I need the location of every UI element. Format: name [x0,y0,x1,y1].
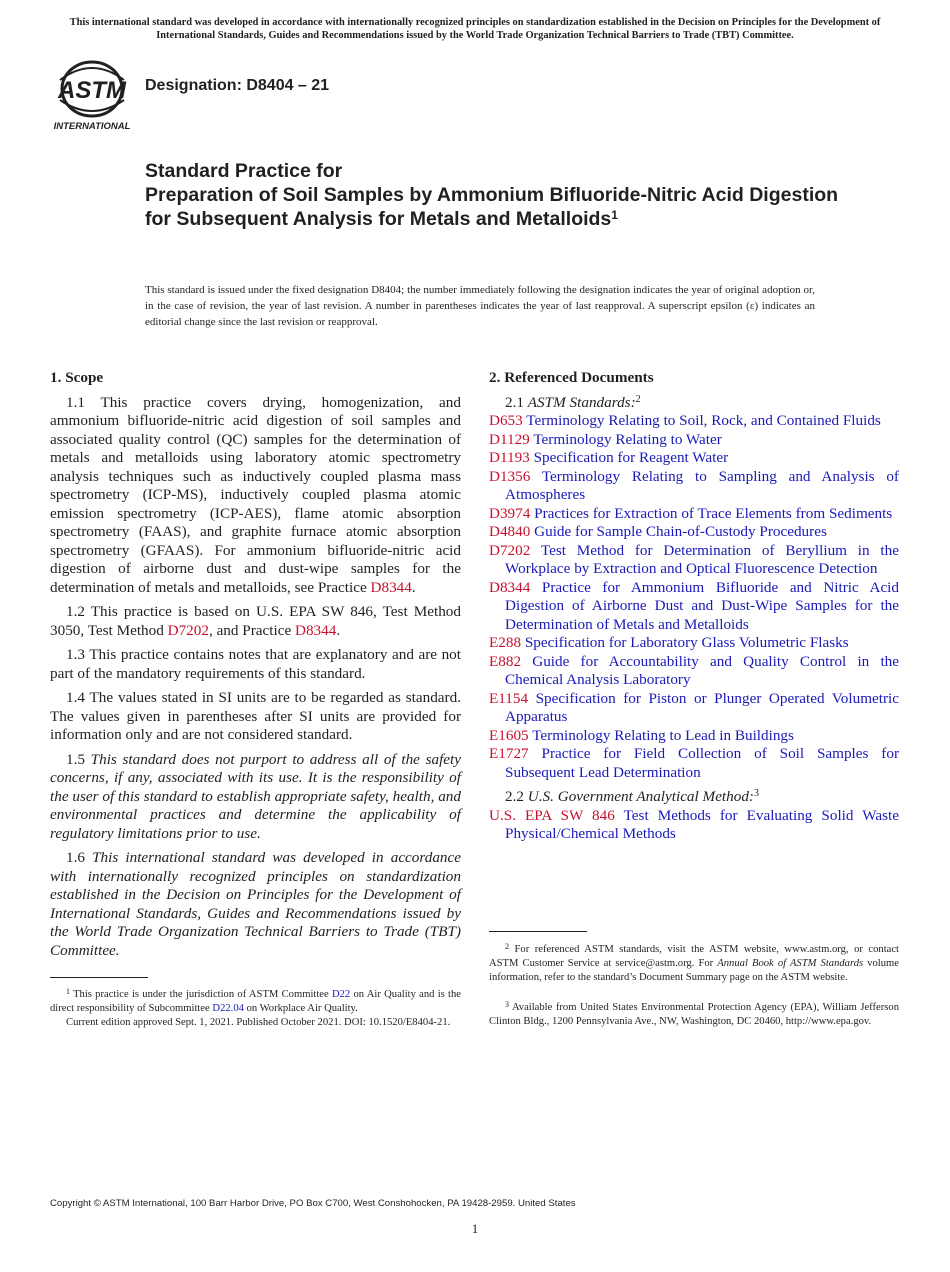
reference-item[interactable] [489,412,899,431]
left-column [50,369,461,966]
link-d8344-2[interactable]: D8344 [295,621,337,639]
reference-code[interactable]: E288 [489,634,522,651]
footnote-2-italic: Annual Book of ASTM Standards [717,958,864,969]
astm-standards-subheading [505,394,899,413]
footnote-1 [50,988,461,1030]
page-number: 1 [471,1221,479,1236]
reference-code[interactable]: U.S. EPA SW 846 [489,806,615,824]
referenced-docs-heading: 2. Referenced Documents [489,369,654,386]
title-main: Preparation of Soil Samples by Ammonium Bifluoride-Nitric Acid Digestion for Subsequent Analysis for Metals and Metalloids [145,184,839,230]
scope-para-1-2 [50,603,461,640]
sub2-num: 2.2 [505,788,524,805]
reference-title[interactable]: Practice for Ammonium Bifluoride and Nitric Acid Digestion of Airborne Dust and Dust-Wipe Samples for the Determination of Metals and Metalloids [505,578,899,633]
footnote-3-para [489,1001,899,1029]
scope-1-2-end: . [336,621,341,639]
reference-item[interactable] [489,523,899,542]
reference-title[interactable]: Test Methods for Evaluating Solid Waste Physical/Chemical Methods [505,806,899,842]
scope-1-2-b: , and Practice [208,621,295,639]
reference-code[interactable]: E1727 [489,745,529,762]
reference-title[interactable]: Specification for Laboratory Glass Volumetric Flasks [524,634,849,651]
reference-code[interactable]: E1605 [489,726,529,744]
reference-title[interactable]: Terminology Relating to Sampling and Analysis of Atmospheres [505,467,899,503]
reference-list [489,412,899,782]
sub1-label: ASTM Standards: [527,393,636,411]
document-title [145,159,845,231]
scope-para-1-1 [50,394,461,598]
reference-code[interactable]: E1154 [489,689,529,707]
issuance-note: This standard is issued under the fixed designation D8404; the number immediately following the designation indicates the year of original adoption or, in the case of revision, the year of last revision. A number in parentheses indicates the year of last reapproval. A superscript epsilon (ε) indicates an editorial change since the last revision or reapproval. [145,284,815,328]
sub2-label: U.S. Government Analytical Method: [527,788,754,805]
reference-code[interactable]: D8344 [489,578,531,596]
reference-code[interactable]: E882 [489,652,522,670]
reference-item[interactable] [489,579,899,635]
reference-item[interactable] [489,745,899,782]
reference-title[interactable]: Terminology Relating to Soil, Rock, and Contained Fluids [526,412,881,429]
logo-top-text: ASTM [58,77,126,104]
reference-code[interactable]: D1356 [489,467,531,485]
reference-title[interactable]: Terminology Relating to Lead in Buildings [532,726,794,744]
sub2-footnote-mark: 3 [754,788,759,799]
gov-method-subheading [505,788,899,807]
title-line-2 [145,183,845,231]
title-footnote-mark: 1 [611,208,618,222]
reference-title[interactable]: Test Method for Determination of Beryllium in the Workplace by Extraction and Optical Fluorescence Detection [505,541,899,577]
link-d8344[interactable]: D8344 [370,578,412,596]
footnote-3 [489,1001,899,1029]
astm-logo [52,58,136,132]
scope-1-6-text: This international standard was developed in accordance with internationally recognized principles on standardization established in the Decision on Principles for the Development of International Standards, Guides and Recommendations issued by the World Trade Organization Technical Barriers to Trade (TBT) Committee. [50,849,462,959]
reference-title[interactable]: Practices for Extraction of Trace Elements from Sediments [534,504,893,522]
reference-item[interactable] [489,634,899,653]
logo-bottom-text: INTERNATIONAL [53,121,131,132]
reference-code[interactable]: D1193 [489,449,530,466]
footnote-1-para-2: Current edition approved Sept. 1, 2021. Published October 2021. DOI: 10.1520/E8404-21. [66,1017,451,1028]
footnote-rule-left [50,977,148,978]
link-subcommittee-d22-04[interactable]: D22.04 [212,1003,244,1014]
reference-item[interactable] [489,542,899,579]
footnote-3-mark: 3 [505,1000,509,1009]
reference-title[interactable]: Guide for Accountability and Quality Control in the Chemical Analysis Laboratory [505,652,899,688]
reference-title[interactable]: Specification for Reagent Water [533,449,729,466]
scope-1-1-end: . [411,578,416,596]
scope-1-5-num: 1.5 [66,750,85,768]
scope-para-1-4: 1.4 The values stated in SI units are to be regarded as standard. The values given in parentheses after SI units are provided for information only and are not considered standard. [50,689,461,743]
link-committee-d22[interactable]: D22 [331,989,351,1000]
reference-title[interactable]: Guide for Sample Chain-of-Custody Procedures [534,523,827,540]
scope-para-1-3: 1.3 This practice contains notes that are explanatory and are not part of the mandatory requirements of this standard. [50,646,461,682]
scope-heading: 1. Scope [50,369,104,386]
right-column [489,369,899,844]
link-d7202[interactable]: D7202 [167,621,209,639]
scope-para-1-5 [50,751,461,844]
footnote-2-b: volume information, refer to the standard’s Document Summary page on the ASTM website. [489,958,899,983]
reference-code[interactable]: D653 [489,412,523,429]
reference-title[interactable]: Practice for Field Collection of Soil Samples for Subsequent Lead Determination [505,745,900,781]
reference-item[interactable] [489,431,899,450]
footnote-rule-right [489,931,587,932]
scope-1-5-text: This standard does not purport to address all of the safety concerns, if any, associated with its use. It is the responsibility of the user of this standard to establish appropriate safety, health, and environmental practices and determine the applicability of regulatory limitations prior to use. [50,750,462,842]
reference-item[interactable] [489,690,899,727]
footnote-2-mark: 2 [505,942,509,951]
reference-code[interactable]: D7202 [489,541,531,559]
footnote-1-para-1 [50,988,461,1016]
reference-item[interactable] [489,727,899,746]
footnote-2 [489,943,899,985]
reference-title[interactable]: Terminology Relating to Water [533,430,722,448]
scope-1-1-text: 1.1 This practice covers drying, homogenization, and ammonium bifluoride-nitric acid digestion of soil samples and associated quality control (QC) samples for the determination of metals and metalloids using laboratory atomic spectrometry analysis techniques such as inductively coupled plasma mass spectrometry (ICP-MS), inductively coupled plasma atomic emission spectrometry (ICP-AES), flame atomic absorption spectrometry (FAAS), and graphite furnace atomic absorption spectrometry (GFAAS). For ammonium bifluoride-nitric acid digestion of airborne dust and dust-wipe samples for the determination of metals and metalloids, see Practice [50,393,461,596]
reference-item[interactable] [489,468,899,505]
reference-title[interactable]: Specification for Piston or Plunger Operated Volumetric Apparatus [505,689,899,725]
reference-item-epa[interactable] [489,807,899,844]
footnote-3-text: Available from United States Environmental Protection Agency (EPA), William Jefferson Clinton Bldg., 1200 Pennsylvania Ave., NW, Washington, DC 20460, http://www.epa.gov. [489,1002,899,1027]
designation: Designation: D8404 – 21 [145,77,330,94]
reference-item[interactable] [489,449,899,468]
footnote-2-a: For referenced ASTM standards, visit the ASTM website, www.astm.org, or contact ASTM Customer Service at service@astm.org. For [489,944,899,969]
reference-code[interactable]: D3974 [489,504,531,522]
copyright: Copyright © ASTM International, 100 Barr Harbor Drive, PO Box C700, West Conshohocken, PA 19428-2959. United States [50,1198,576,1209]
footnote-2-para [489,943,899,985]
footnote-1-c: on Workplace Air Quality. [243,1003,358,1014]
sub1-footnote-mark: 2 [635,393,641,405]
scope-1-2-a: 1.2 This practice is based on U.S. EPA SW 846, Test Method 3050, Test Method [50,603,461,639]
footnote-1-a: This practice is under the jurisdiction of ASTM Committee [73,989,332,1000]
title-line-1: Standard Practice for [145,160,343,182]
reference-item[interactable] [489,653,899,690]
astm-logo-graphic [52,58,136,132]
footnote-1-mark: 1 [66,987,70,996]
scope-para-1-6 [50,849,461,960]
reference-code[interactable]: D4840 [489,523,531,540]
sub1-num: 2.1 [505,393,524,411]
reference-item[interactable] [489,505,899,524]
reference-code[interactable]: D1129 [489,430,530,448]
footnote-1-b: on Air Quality and is the direct responsibility of Subcommittee [50,989,461,1014]
international-standard-notice: This international standard was developed in accordance with internationally recognized principles on standardization established in the Decision on Principles for the Development of International Standards, Guides and Recommendations issued by the World Trade Organization Technical Barriers to Trade (TBT) Committee. [69,17,881,41]
scope-1-6-num: 1.6 [66,849,85,866]
